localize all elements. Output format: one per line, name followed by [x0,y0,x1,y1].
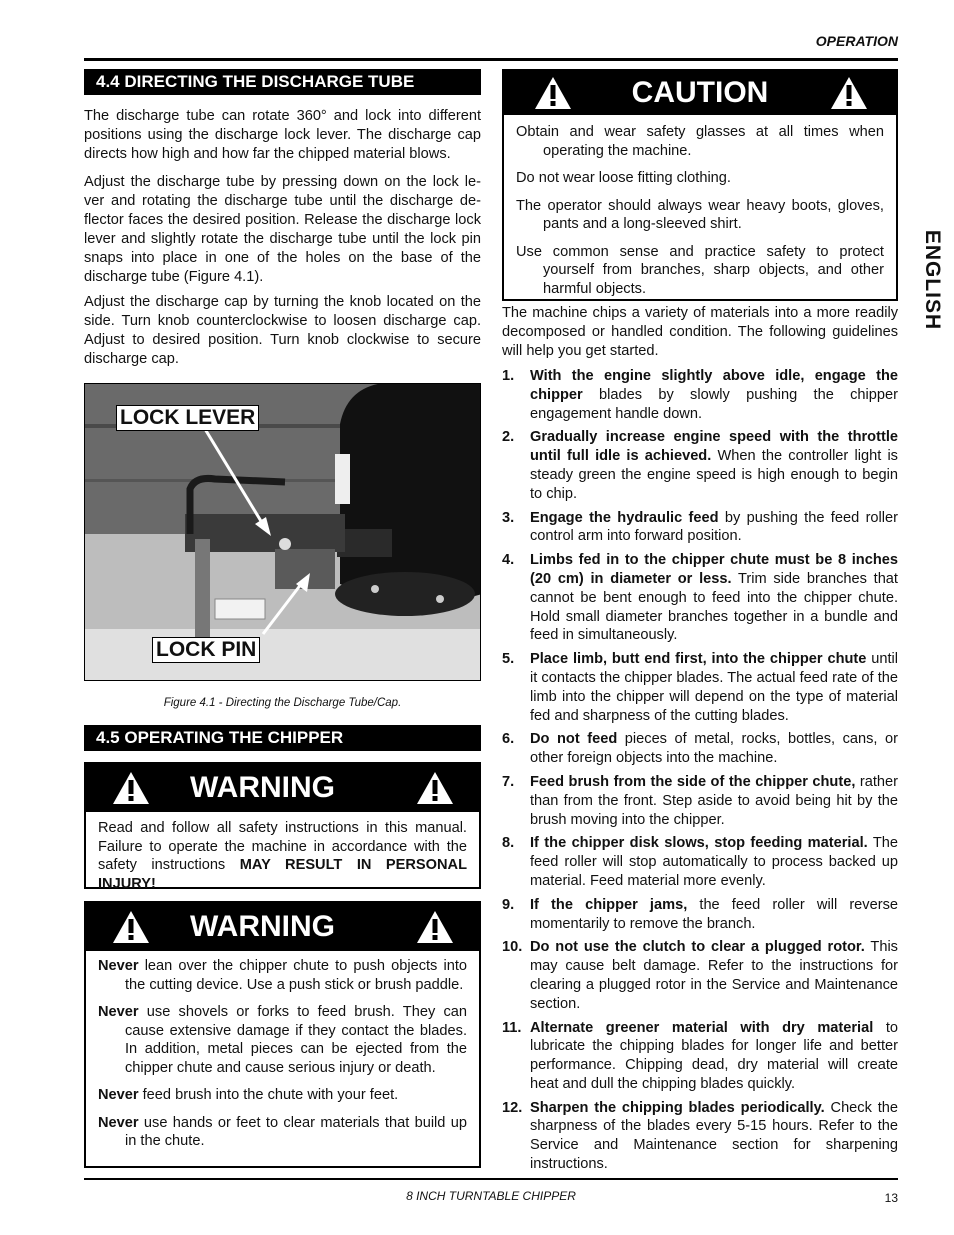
paragraph: Adjust the discharge cap by turning the knob located on the side. Turn knob counterclockwise to loosen discharge cap. Adjust to desired position. Turn knob clockwise to secure discharge cap. [84,294,481,367]
warning-text: Read and follow all safety instructions in this manual. Failure to operate the machine in accordance with the safety instructions [98,820,467,873]
warning-body [86,812,479,899]
caution-item: The operator should always wear heavy boots, gloves, pants and a long-sleeved shirt. [516,197,884,232]
step-number: 8. [502,835,515,852]
lock-pin-callout: LOCK PIN [152,637,260,663]
step-text: pieces of metal, rocks, bottles, cans, or other foreign objects into the machine. [530,731,898,767]
step-lead: With the engine slightly above idle, engage the chipper [530,368,898,403]
step-text: rather than from the front. Step aside to avoid being hit by the brush moving into the chipper. [530,773,898,828]
warning-body [86,951,479,1157]
step-text: This may cause belt damage. Refer to the instructions for clearing a plugged rotor in the Service and Maintenance section. [530,939,898,1012]
warning-triangle-icon [416,771,454,805]
step-lead: Gradually increase engine speed with the throttle until full idle is achieved. [530,429,898,465]
step-text: The feed roller will stop automatically to process backed up material. Feed material more evenly. [530,835,898,889]
list-item [502,730,898,768]
step-number: 9. [502,896,515,913]
warning-item-lead: Never [98,1087,139,1103]
section-heading-4-4: 4.4 DIRECTING THE DISCHARGE TUBE [84,69,481,95]
step-text: the feed roller will reverse momentarily to remove the branch. [530,896,898,932]
warning-item-text: lean over the chipper chute to push objects into the cutting device. Use a push stick or brush paddle. [125,958,467,993]
step-text: When the controller light is steady green the engine speed is high enough to begin to chip. [530,448,898,502]
step-number: 11. [502,1019,522,1036]
warning-item-lead: Never [98,1114,139,1131]
warning-box [84,901,481,1168]
step-number: 1. [502,368,515,384]
running-header: OPERATION [815,33,898,49]
step-lead: Do not feed [530,731,618,748]
step-lead: Alternate greener material with dry material [530,1019,874,1036]
step-lead: If the chipper disk slows, stop feeding material. [530,835,868,852]
paragraph: The discharge tube can rotate 360° and lock into different positions using the discharge lock lever. The discharge cap directs how high and how far the chipped material blows. [84,108,481,162]
caution-item: Use common sense and practice safety to protect yourself from branches, sharp objects, and other harmful objects. [516,243,884,297]
warning-item-text: use shovels or forks to feed brush. They can cause extensive damage if they contact the blades. In addition, metal pieces can be ejected from the chipper chute and cause serious injury or death. [125,1004,467,1076]
caution-item: Do not wear loose fitting clothing. [516,170,731,186]
warning-triangle-icon [416,910,454,944]
step-lead: Engage the hydraulic feed [530,509,719,526]
figure-photo [84,383,481,681]
step-number: 2. [502,429,515,446]
step-number: 10. [502,939,523,956]
warning-emphasis: MAY RESULT IN PERSONAL INJURY! [98,857,467,892]
step-lead: If the chipper jams, [530,896,688,913]
caution-triangle-icon [830,76,868,110]
warning-item-lead: Never [98,1004,139,1020]
warning-item [98,1086,467,1105]
step-text: blades by slowly pushing the chipper engagement handle down. [530,386,898,422]
step-text: Check the sharpness of the blades every 5-15 hours. Refer to the Service and Maintenance section for sharpening instructions. [530,1099,899,1173]
warning-header [86,903,479,951]
page-number: 13 [884,1191,898,1205]
warning-item [98,1114,467,1151]
language-tab [912,220,952,340]
step-lead: Place limb, butt end first, into the chipper chute [530,651,867,668]
caution-box [502,69,898,301]
list-item [502,650,898,725]
section-heading-4-5: 4.5 OPERATING THE CHIPPER [84,725,481,751]
caution-title: CAUTION [631,76,769,109]
header-rule [84,58,898,61]
caution-item: Obtain and wear safety glasses at all times when operating the machine. [516,124,884,159]
warning-box [84,762,481,892]
step-number: 3. [502,509,515,526]
step-lead: Feed brush from the side of the chipper chute, [530,773,856,790]
warning-item-lead: Never [98,958,139,974]
list-item [502,938,898,1013]
figure-caption: Figure 4.1 - Directing the Discharge Tube/Cap. [163,697,402,709]
list-item [502,367,898,423]
caution-header [504,71,896,115]
footer-title: 8 INCH TURNTABLE CHIPPER [406,1189,576,1203]
list-item [502,1099,898,1174]
list-item [502,428,898,503]
step-number: 5. [502,651,515,668]
step-number: 12. [502,1099,523,1116]
step-lead: Do not use the clutch to clear a plugged rotor. [530,939,865,956]
list-item [502,773,898,829]
list-item [502,834,898,890]
footer-rule [84,1178,898,1180]
list-item [502,1019,898,1094]
warning-title: WARNING [190,910,335,943]
step-text: Trim side branches that cannot be bent enough to feed into the chipper chute. Hold small diameter branches together in a bundle and feed in simultaneously. [530,570,898,644]
warning-item [98,957,467,994]
step-number: 4. [502,552,515,569]
paragraph: Adjust the discharge tube by pressing down on the lock le-ver and rotating the discharge tube until the discharge de-flector faces the desired position. Release the discharge lock lever and slightly rotate the discharge tube until the lock pin snaps into place in one of the holes on the base of the discharge tube (Figure 4.1). [84,174,481,285]
list-item [502,896,898,934]
warning-header [86,764,479,812]
warning-item-text: use hands or feet to clear materials that build up in the chute. [125,1114,467,1149]
intro-paragraph: The machine chips a variety of materials into a more readily decomposed or handled condition. The following guidelines will help you get started. [502,305,898,359]
operating-steps-list [502,367,898,1179]
lock-lever-callout: LOCK LEVER [116,405,259,431]
caution-body [504,115,896,304]
list-item [502,509,898,547]
warning-title: WARNING [190,771,335,804]
language-tab-label: ENGLISH [921,229,944,331]
warning-item [98,1003,467,1077]
step-text: until it contacts the chipper blades. The actual feed rate of the limb into the chipper will depend on the type of material fed and sharpness of the cutting blades. [530,651,898,724]
step-lead: Sharpen the chipping blades periodically. [530,1099,825,1116]
step-text: to lubricate the chipping blades for longer life and better performance. Chipping dead, dry material will create heat and dull the chipping blades quickly. [530,1019,898,1092]
warning-item-text: feed brush into the chute with your feet. [138,1087,399,1103]
step-text: by pushing the feed roller control arm into forward position. [530,509,899,545]
step-number: 6. [502,731,515,748]
step-number: 7. [502,773,515,790]
list-item [502,551,898,645]
step-lead: Limbs fed in to the chipper chute must be 8 inches (20 cm) in diameter or less. [530,552,898,587]
